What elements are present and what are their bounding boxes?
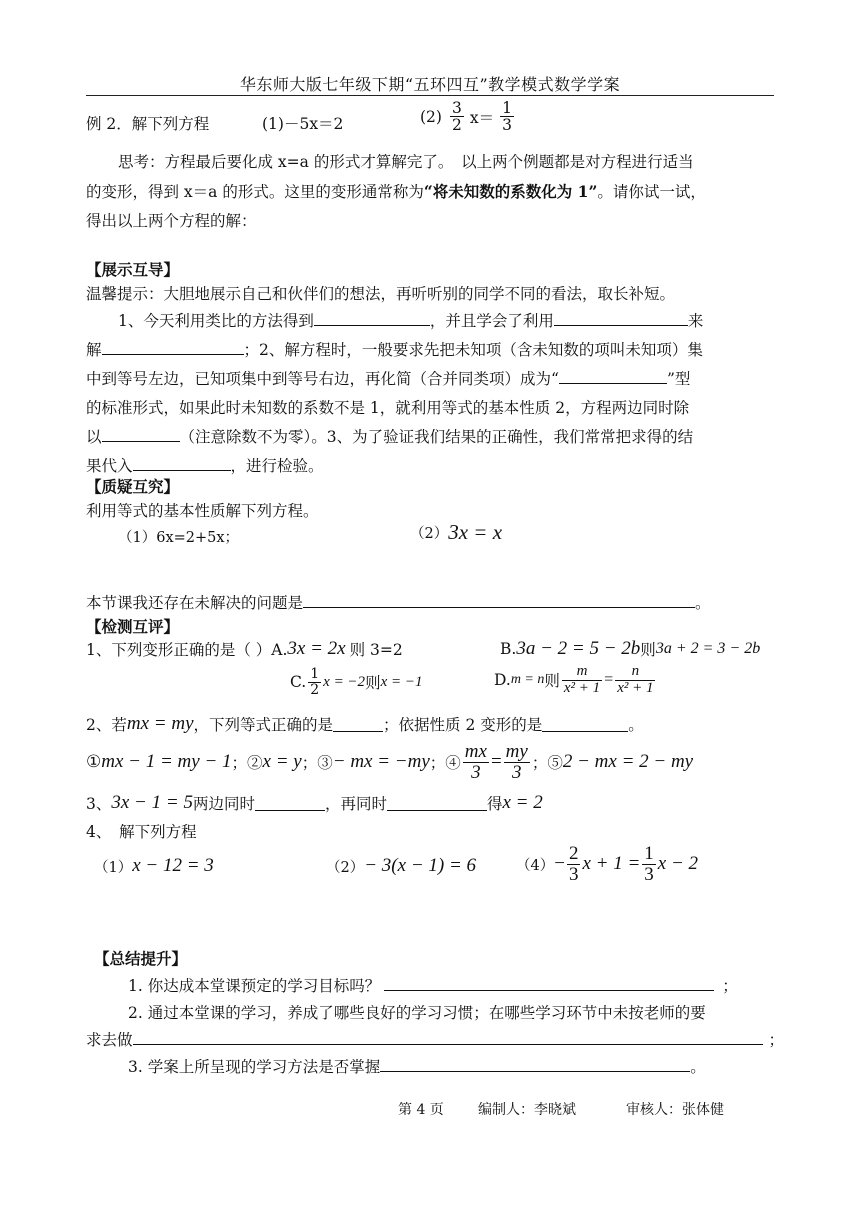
think-line-1: 思考：方程最后要化成 x=a 的形式才算解完了。 以上两个例题都是对方程进行适当 — [118, 153, 694, 171]
answer-blank[interactable] — [554, 311, 688, 326]
summary-item-3: 3. 学案上所呈现的学习方法是否掌握 。 — [128, 1058, 706, 1076]
check-question-3: 3、 3x − 1 = 5 两边同时 ，再同时 得 x = 2 — [86, 792, 543, 813]
answer-blank[interactable] — [314, 311, 430, 326]
think-line-2: 的变形，得到 x＝a 的形式。这里的变形通常称为“将未知数的系数化为 1”。请你试一试， — [86, 182, 706, 201]
show-line-6: 果代入 ，进行检验。 — [86, 457, 324, 475]
think-line-3: 得出以上两个方程的解： — [86, 212, 257, 230]
answer-blank[interactable] — [102, 340, 244, 355]
equation-1: （1） x − 12 = 3 — [94, 855, 214, 876]
show-line-5: 以 （注意除数不为零）。3、为了验证我们结果的正确性，我们常常把求得的结 — [86, 428, 694, 446]
show-line-4: 的标准形式，如果此时未知数的系数不是 1，就利用等式的基本性质 2，方程两边同时除 — [86, 399, 690, 417]
header-divider — [86, 95, 774, 96]
doubt-intro: 利用等式的基本性质解下列方程。 — [86, 502, 319, 520]
answer-blank[interactable] — [133, 1030, 763, 1045]
check-question-1-line-1: 1、下列变形正确的是（ ）A. 3x = 2x 则 3=2 — [86, 638, 403, 659]
check-question-1-option-d: D. m = n 则 $\frac{m}{\text{x² + 1}}$ = $\frac{n}{\text{x² + 1}}$ — [494, 663, 654, 696]
section-heading-summary: 【总结提升】 — [94, 949, 188, 968]
check-question-1-option-c: C. $\frac{1}{2}$ x = −2 则 x = −1 — [290, 666, 423, 698]
page-header-title: 华东师大版七年级下期“五环四互”教学模式数学学案 — [239, 75, 621, 94]
fraction-3-2: $\frac{3}{2}$ — [451, 99, 462, 135]
doubt-question-2: （2） 3x = x — [410, 520, 503, 544]
section-heading-show: 【展示互导】 — [86, 260, 180, 279]
answer-blank[interactable] — [303, 593, 695, 608]
show-line-2: 解 ；2、解方程时，一般要求先把未知项（含未知数的项叫未知项）集 — [86, 341, 703, 359]
check-question-2: 2、若 mx = my ，下列等式正确的是 ；依据性质 2 变形的是 。 — [86, 713, 644, 734]
show-line-1: 1、今天利用类比的方法得到 ，并且学会了利用 来 — [118, 312, 704, 330]
answer-blank[interactable] — [333, 717, 383, 732]
answer-blank[interactable] — [102, 427, 180, 442]
answer-blank[interactable] — [133, 456, 231, 471]
answer-blank[interactable] — [380, 1057, 690, 1072]
summary-item-2: 2. 通过本堂课的学习，养成了哪些良好的学习习惯；在哪些学习环节中未按老师的要 — [128, 1004, 706, 1022]
footer-page-number: 第 4 页 — [398, 1102, 444, 1118]
section-heading-check: 【检测互评】 — [86, 617, 180, 636]
answer-blank[interactable] — [387, 796, 487, 811]
answer-blank[interactable] — [542, 717, 628, 732]
equation-4: （4） − $\frac{2}{3}$ x + 1 = $\frac{1}{3}$ x − 2 — [516, 843, 699, 885]
equation-2: （2） − 3(x − 1) = 6 — [326, 855, 477, 876]
footer-editor: 编制人：李晓斌 — [478, 1102, 576, 1118]
example-2-label: 例 2．解下列方程 — [86, 115, 210, 133]
check-question-4: 4、 解下列方程 — [86, 823, 197, 841]
warm-tip: 温馨提示：大胆地展示自己和伙伴们的想法，再听听别的同学不同的看法，取长补短。 — [86, 285, 676, 303]
section-heading-doubt: 【质疑互究】 — [86, 477, 180, 496]
footer-reviewer: 审核人：张体健 — [626, 1102, 724, 1118]
check-question-2-options: ① mx − 1 = my − 1 ；② x = y ；③ − mx = −my ；④ $\frac{mx}{3}$ = $\frac{my}{3}$ ；⑤ 2 − mx = 2 − my — [86, 741, 694, 783]
example-2-part-1: (1)－5x＝2 — [262, 115, 344, 133]
answer-blank[interactable] — [255, 796, 325, 811]
answer-blank[interactable] — [384, 976, 714, 991]
unsolved-question: 本节课我还存在未解决的问题是 。 — [86, 594, 711, 612]
summary-item-2-continued: 求去做 ； — [86, 1031, 785, 1049]
doubt-question-1: （1）6x=2+5x； — [118, 530, 240, 546]
example-2-part-2: (2) $\frac{3}{2}$ x＝ $\frac{1}{3}$ — [420, 99, 512, 135]
fraction-1-3: $\frac{1}{3}$ — [502, 99, 512, 135]
summary-item-1: 1. 你达成本堂课预定的学习目标吗？ ； — [128, 977, 738, 995]
answer-blank[interactable] — [559, 369, 667, 384]
check-question-1-option-b: B. 3a − 2 = 5 − 2b 则 3a + 2 = 3 − 2b — [500, 638, 761, 659]
show-line-3: 中到等号左边，已知项集中到等号右边，再化简（合并同类项）成为“ ”型 — [86, 370, 691, 388]
